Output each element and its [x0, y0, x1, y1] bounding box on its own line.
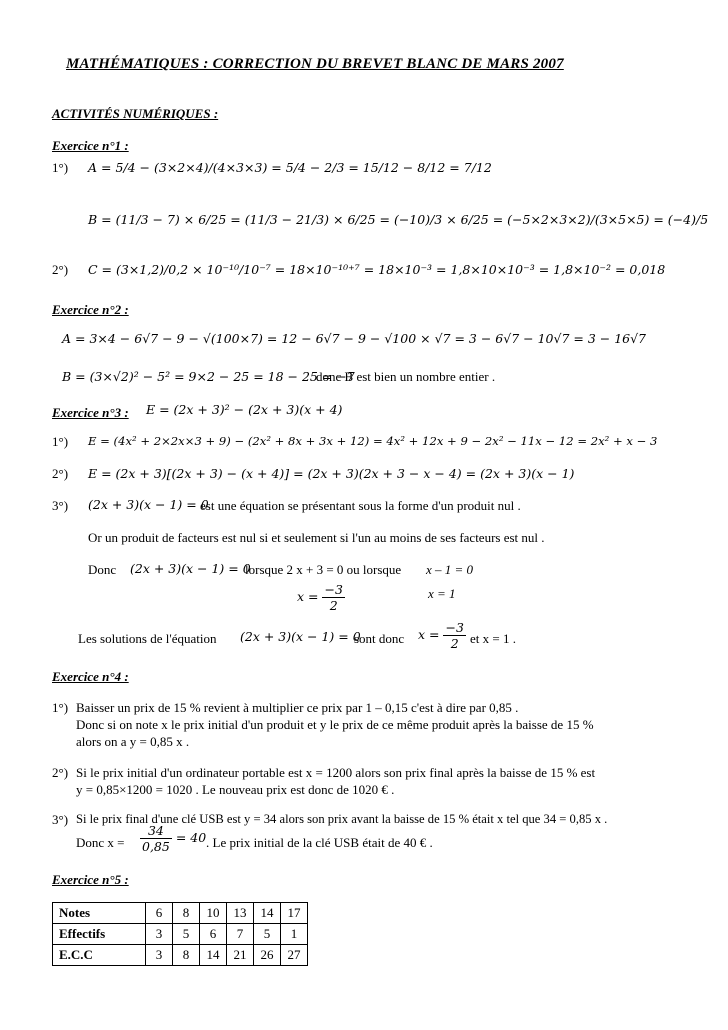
- ex3-solutions-fraction: [443, 620, 465, 651]
- ex3-label-1: 1°): [52, 434, 69, 449]
- ex3-solutions-x-lhs: x =: [418, 627, 440, 642]
- ex3-solution-1-num: −3: [324, 582, 343, 597]
- table-row: [53, 924, 308, 945]
- ex2-heading: Exercice n°2 :: [52, 302, 129, 317]
- ex4-3-end: . Le prix initial de la clé USB était de 40 € .: [206, 835, 433, 850]
- ex4-heading: Exercice n°4 :: [52, 669, 129, 684]
- ex1-formula-A: A = 5/4 − (3×2×4)/(4×3×3) = 5/4 − 2/3 = 15/12 − 8/12 = 7/12: [88, 160, 492, 175]
- ex4-label-3: 3°): [52, 812, 69, 827]
- table-cell: 26: [254, 945, 281, 966]
- table-cell: 13: [227, 903, 254, 924]
- table-cell: 3: [146, 945, 173, 966]
- ex1-label-2: 2°): [52, 262, 69, 277]
- ex4-3-line-a: Si le prix final d'une clé USB est y = 34 alors son prix avant la baisse de 15 % était x tel que 34 = 0,85 x .: [76, 812, 608, 826]
- ex4-label-1: 1°): [52, 700, 69, 715]
- ex4-1-line-b: Donc si on note x le prix initial d'un produit et y le prix de ce même produit après la baisse de 15 %: [76, 717, 594, 732]
- ex3-solutions-end: et x = 1 .: [470, 631, 516, 646]
- ex3-solutions-x: [418, 620, 466, 651]
- ex2-B-note: donc B est bien un nombre entier .: [316, 369, 496, 384]
- table-cell: 7: [227, 924, 254, 945]
- ex2-formula-A: A = 3×4 − 6√7 − 9 − √(100×7) = 12 − 6√7 − 9 − √100 × √7 = 3 − 6√7 − 10√7 = 3 − 16√7: [62, 331, 647, 346]
- table-cell: 27: [281, 945, 308, 966]
- ex1-formula-C: C = (3×1,2)/0,2 × 10⁻¹⁰/10⁻⁷ = 18×10⁻¹⁰⁺⁷ = 18×10⁻³ = 1,8×10×10⁻³ = 1,8×10⁻² = 0,018: [88, 262, 666, 277]
- table-row: [53, 903, 308, 924]
- ex4-3-num: 34: [140, 823, 172, 839]
- table-cell: 1: [281, 924, 308, 945]
- row-label: E.C.C: [53, 945, 146, 966]
- table-cell: 6: [200, 924, 227, 945]
- ex3-or-text: Or un produit de facteurs est nul si et seulement si l'un au moins de ses facteurs est nul .: [88, 530, 545, 545]
- table-cell: 14: [254, 903, 281, 924]
- ex4-3-fraction: [140, 823, 206, 854]
- table-cell: 5: [254, 924, 281, 945]
- row-label: Effectifs: [53, 924, 146, 945]
- ex5-heading: Exercice n°5 :: [52, 872, 129, 887]
- ex3-donc: Donc: [88, 562, 117, 577]
- ex3-label-2: 2°): [52, 466, 69, 481]
- table-row: [53, 945, 308, 966]
- ex3-equation: (2x + 3)(x − 1) = 0: [88, 497, 209, 512]
- ex3-solutions-equation: (2x + 3)(x − 1) = 0: [240, 629, 361, 644]
- table-cell: 5: [173, 924, 200, 945]
- ex3-solution-1-lhs: x =: [297, 589, 319, 604]
- ex3-solutions-num: −3: [445, 620, 464, 635]
- ex3-label-3: 3°): [52, 498, 69, 513]
- ex3-lorsque-1: lorsque 2 x + 3 = 0 ou lorsque: [245, 562, 402, 577]
- table-cell: 8: [173, 903, 200, 924]
- ex3-solutions-donc: sont donc: [354, 631, 405, 646]
- table-cell: 14: [200, 945, 227, 966]
- table-cell: 6: [146, 903, 173, 924]
- table-cell: 3: [146, 924, 173, 945]
- ecc-table: [52, 902, 308, 966]
- ex3-factorise: E = (2x + 3)[(2x + 3) − (x + 4)] = (2x + 3)(2x + 3 − x − 4) = (2x + 3)(x − 1): [88, 466, 575, 481]
- table-cell: 8: [173, 945, 200, 966]
- ex3-solutions-text: Les solutions de l'équation: [78, 631, 217, 646]
- ex4-1-line-c: alors on a y = 0,85 x .: [76, 734, 190, 749]
- ex1-heading: Exercice n°1 :: [52, 138, 129, 153]
- document-title: MATHÉMATIQUES : CORRECTION DU BREVET BLANC DE MARS 2007: [66, 56, 564, 72]
- row-label: Notes: [53, 903, 146, 924]
- ex4-1-line-a: Baisser un prix de 15 % revient à multiplier ce prix par 1 – 0,15 c'est à dire par 0,85 .: [76, 700, 519, 715]
- ex4-2-line-a: Si le prix initial d'un ordinateur portable est x = 1200 alors son prix final après la baisse de 15 % est: [76, 765, 596, 780]
- ex3-solutions-den: 2: [450, 636, 459, 651]
- ex3-solution-1: [297, 582, 345, 613]
- ex3-solution-2: x = 1: [428, 586, 456, 601]
- ex3-lorsque-2: x – 1 = 0: [426, 562, 474, 577]
- ex4-3-den: 0,85: [142, 839, 170, 854]
- ex3-solution-1-den: 2: [329, 598, 338, 613]
- ex3-E-definition: E = (2x + 3)² − (2x + 3)(x + 4): [146, 402, 343, 417]
- table-cell: 17: [281, 903, 308, 924]
- ex2-formula-B: B = (3×√2)² − 5² = 9×2 − 25 = 18 − 25 = −7: [62, 369, 355, 384]
- section-activites: ACTIVITÉS NUMÉRIQUES :: [52, 106, 219, 121]
- table-cell: 10: [200, 903, 227, 924]
- ex1-formula-B: B = (11/3 − 7) × 6/25 = (11/3 − 21/3) × 6/25 = (−10)/3 × 6/25 = (−5×2×3×2)/(3×5×5) = (−4)/5: [88, 212, 709, 227]
- ex4-2-line-b: y = 0,85×1200 = 1020 . Le nouveau prix est donc de 1020 € .: [76, 782, 395, 797]
- ex3-equation-text: est une équation se présentant sous la forme d'un produit nul .: [200, 498, 521, 513]
- ex4-3-donc: Donc x =: [76, 835, 125, 850]
- ex1-label-1: 1°): [52, 160, 69, 175]
- ex3-develop: E = (4x² + 2×2x×3 + 9) − (2x² + 8x + 3x + 12) = 4x² + 12x + 9 − 2x² − 11x − 12 = 2x² + x − 3: [88, 434, 658, 448]
- ex4-label-2: 2°): [52, 765, 69, 780]
- ex4-3-frac: [140, 823, 172, 854]
- ex3-solution-1-fraction: [322, 582, 344, 613]
- table-cell: 21: [227, 945, 254, 966]
- ex4-3-result: = 40: [175, 830, 207, 845]
- ex3-donc-equation: (2x + 3)(x − 1) = 0: [130, 561, 251, 576]
- ecc-table-body: [53, 903, 308, 966]
- ex3-heading: Exercice n°3 :: [52, 405, 129, 420]
